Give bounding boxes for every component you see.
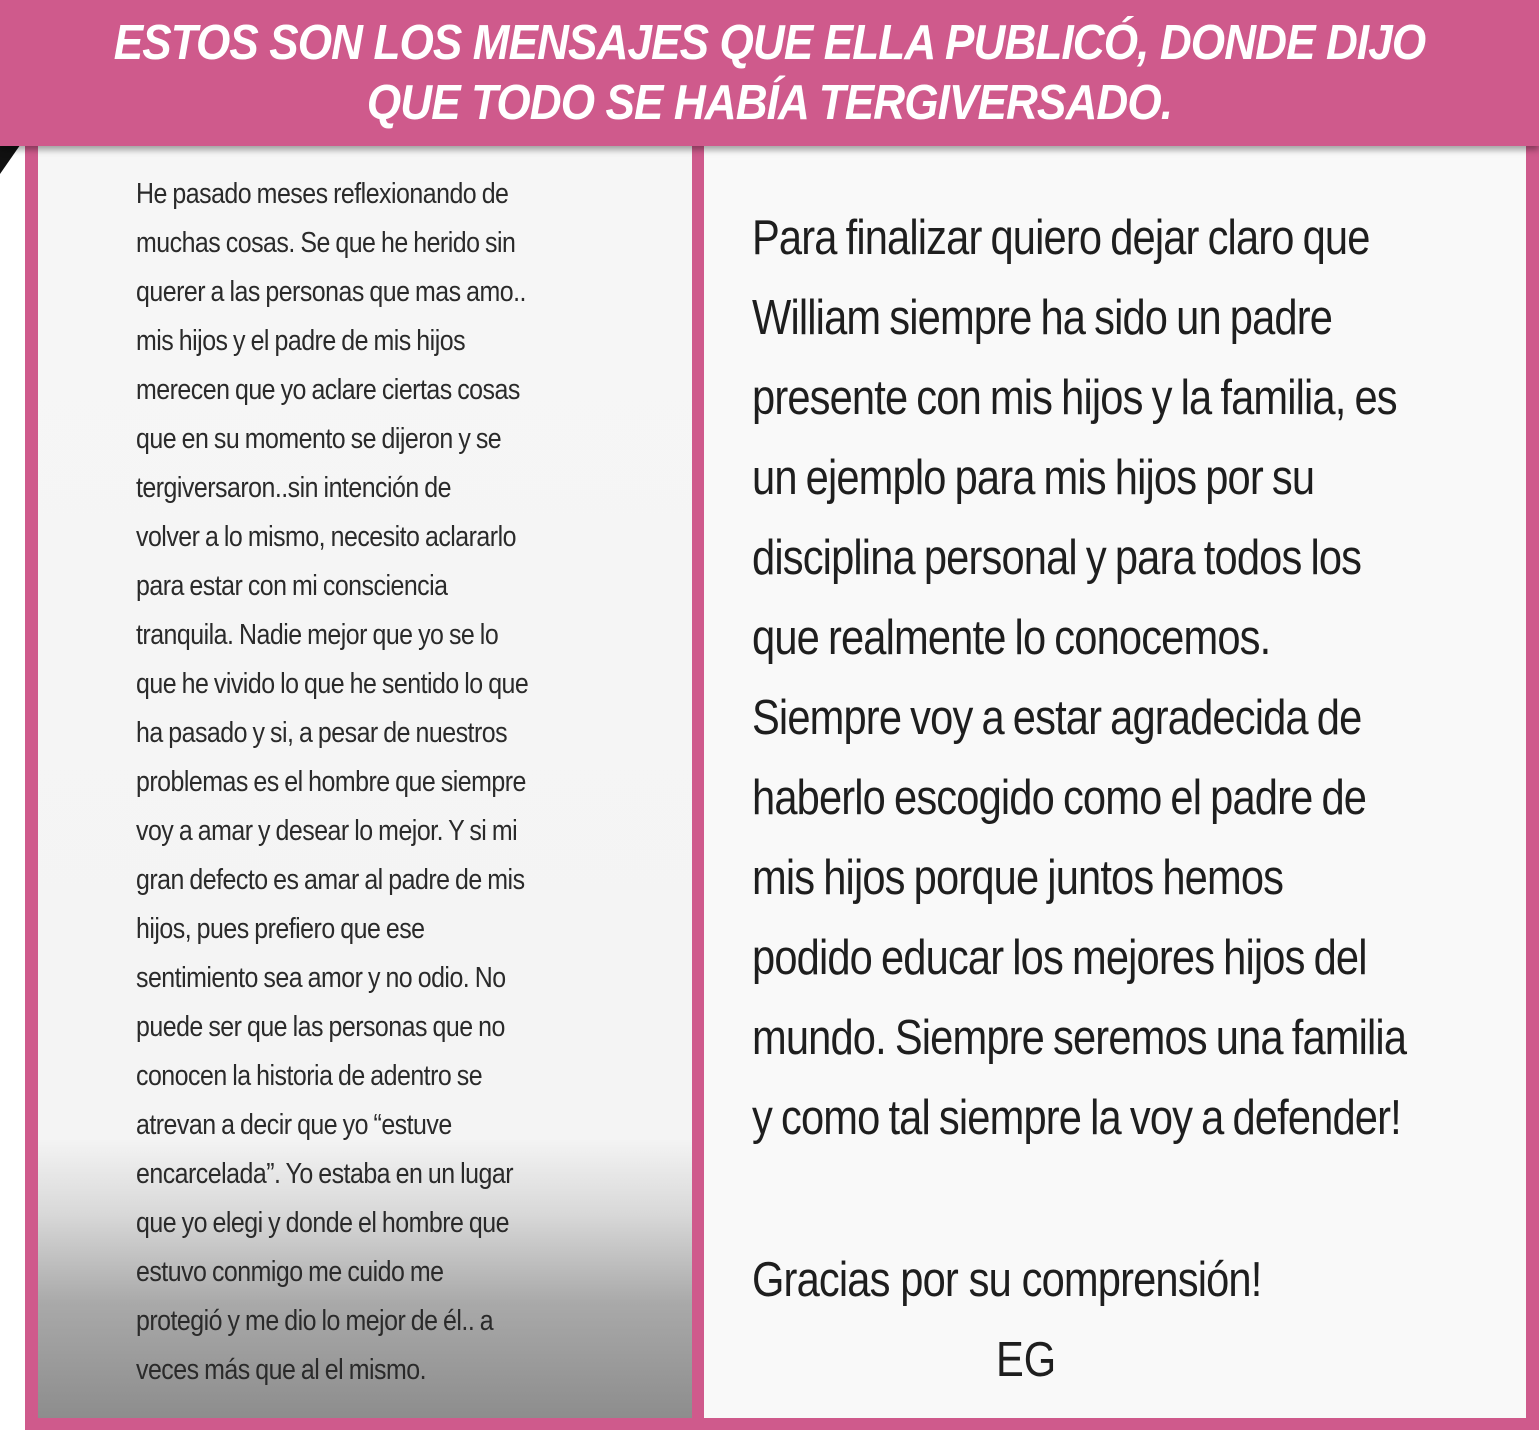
left-message-line: volver a lo mismo, necesito aclararlo: [136, 521, 516, 553]
left-message-line: sentimiento sea amor y no odio. No: [136, 962, 506, 994]
left-message-line: veces más que al el mismo.: [136, 1354, 426, 1386]
left-message-line: conocen la historia de adentro se: [136, 1060, 483, 1092]
left-message-line: mis hijos y el padre de mis hijos: [136, 325, 466, 357]
right-message-text: [752, 198, 1406, 1158]
left-message-line: voy a amar y desear lo mejor. Y si mi: [136, 815, 518, 847]
signature-initials: EG: [996, 1333, 1057, 1387]
right-message-line: y como tal siempre la voy a defender!: [752, 1091, 1401, 1145]
left-message-line: problemas es el hombre que siempre: [136, 766, 526, 798]
left-message-line: tergiversaron..sin intención de: [136, 472, 452, 504]
headline-banner: [0, 0, 1539, 146]
left-message-line: merecen que yo aclare ciertas cosas: [136, 374, 520, 406]
right-message-line: un ejemplo para mis hijos por su: [752, 451, 1315, 505]
left-message-line: estuvo conmigo me cuido me: [136, 1256, 444, 1288]
left-message-line: muchas cosas. Se que he herido sin: [136, 227, 516, 259]
right-message-line: William siempre ha sido un padre: [752, 291, 1333, 345]
left-message-text: [136, 170, 583, 1395]
right-message-line: que realmente lo conocemos.: [752, 611, 1271, 665]
right-message-screenshot: [704, 146, 1526, 1418]
left-message-line: para estar con mi consciencia: [136, 570, 448, 602]
left-message-line: que en su momento se dijeron y se: [136, 423, 502, 455]
right-message-line: podido educar los mejores hijos del: [752, 931, 1367, 985]
right-message-line: haberlo escogido como el padre de: [752, 771, 1367, 825]
left-message-line: tranquila. Nadie mejor que yo se lo: [136, 619, 499, 651]
left-message-line: que he vivido lo que he sentido lo que: [136, 668, 529, 700]
left-message-line: puede ser que las personas que no: [136, 1011, 505, 1043]
right-message-line: disciplina personal y para todos los: [752, 531, 1362, 585]
headline-title: ESTOS SON LOS MENSAJES QUE ELLA PUBLICÓ, DONDE DIJO QUE TODO SE HABÍA TERGIVERSADO.: [113, 16, 1426, 130]
right-message-line: presente con mis hijos y la familia, es: [752, 371, 1397, 425]
thanks-line: Gracias por su comprensión!: [752, 1253, 1262, 1307]
left-message-line: He pasado meses reflexionando de: [136, 178, 509, 210]
left-message-line: que yo elegi y donde el hombre que: [136, 1207, 509, 1239]
right-message-line: Siempre voy a estar agradecida de: [752, 691, 1362, 745]
left-message-line: atrevan a decir que yo “estuve: [136, 1109, 452, 1141]
right-message-line: Para finalizar quiero dejar claro que: [752, 211, 1370, 265]
right-message-line: mundo. Siempre seremos una familia: [752, 1011, 1407, 1065]
left-message-line: encarcelada”. Yo estaba en un lugar: [136, 1158, 513, 1190]
left-message-line: querer a las personas que mas amo..: [136, 276, 526, 308]
left-message-screenshot: [38, 146, 692, 1418]
right-message-line: mis hijos porque juntos hemos: [752, 851, 1284, 905]
left-message-line: protegió y me dio lo mejor de él.. a: [136, 1305, 494, 1337]
left-message-line: gran defecto es amar al padre de mis: [136, 864, 525, 896]
left-message-line: ha pasado y si, a pesar de nuestros: [136, 717, 508, 749]
left-message-line: hijos, pues prefiero que ese: [136, 913, 425, 945]
